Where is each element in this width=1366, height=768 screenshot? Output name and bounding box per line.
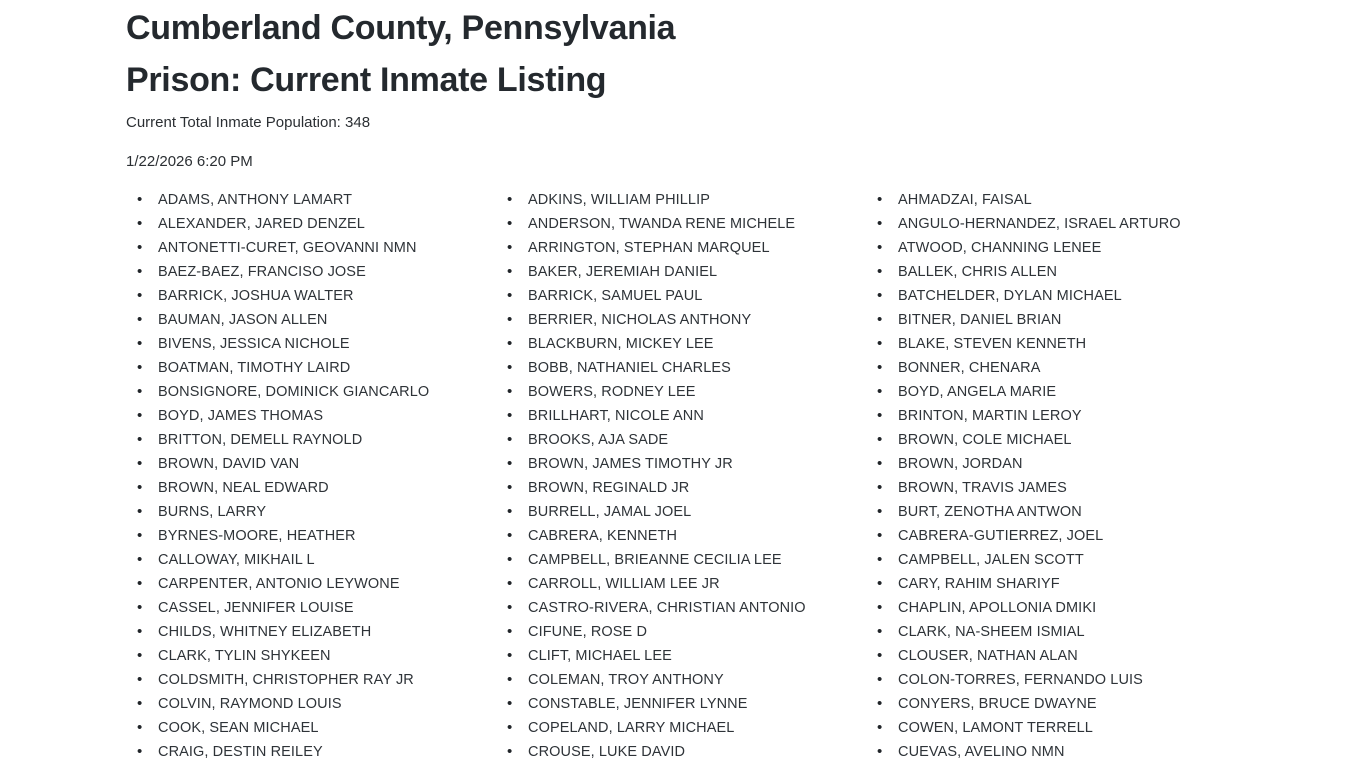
inmate-list-item: • BAEZ-BAEZ, FRANCISO JOSE [158, 260, 496, 284]
inmate-column-1 [126, 188, 496, 764]
inmate-list-item: • CASTRO-RIVERA, CHRISTIAN ANTONIO [528, 596, 866, 620]
inmate-list-item: • CROUSE, LUKE DAVID [528, 740, 866, 764]
inmate-list-item: • BOYD, JAMES THOMAS [158, 404, 496, 428]
inmate-list-item: • BAUMAN, JASON ALLEN [158, 308, 496, 332]
inmate-list-item: • COLDSMITH, CHRISTOPHER RAY JR [158, 668, 496, 692]
inmate-list-item: • CABRERA, KENNETH [528, 524, 866, 548]
inmate-list-item: • BROWN, TRAVIS JAMES [898, 476, 1236, 500]
report-timestamp: 1/22/2026 6:20 PM [126, 153, 253, 170]
inmate-column-2 [496, 188, 866, 764]
inmate-list-item: • BOYD, ANGELA MARIE [898, 380, 1236, 404]
inmate-list-item: • BRITTON, DEMELL RAYNOLD [158, 428, 496, 452]
inmate-list-item: • CLARK, NA-SHEEM ISMIAL [898, 620, 1236, 644]
inmate-list-item: • BERRIER, NICHOLAS ANTHONY [528, 308, 866, 332]
inmate-list-item: • BROWN, NEAL EDWARD [158, 476, 496, 500]
inmate-list-item: • ANGULO-HERNANDEZ, ISRAEL ARTURO [898, 212, 1236, 236]
inmate-list-item: • BARRICK, SAMUEL PAUL [528, 284, 866, 308]
inmate-list-item: • COLVIN, RAYMOND LOUIS [158, 692, 496, 716]
inmate-list-item: • BRILLHART, NICOLE ANN [528, 404, 866, 428]
inmate-list-item: • CARPENTER, ANTONIO LEYWONE [158, 572, 496, 596]
inmate-list-item: • CLOUSER, NATHAN ALAN [898, 644, 1236, 668]
inmate-list-item: • BATCHELDER, DYLAN MICHAEL [898, 284, 1236, 308]
inmate-list-item: • COLEMAN, TROY ANTHONY [528, 668, 866, 692]
inmate-list-item: • CRAIG, DESTIN REILEY [158, 740, 496, 764]
inmate-list-item: • BRINTON, MARTIN LEROY [898, 404, 1236, 428]
inmate-list-item: • BROOKS, AJA SADE [528, 428, 866, 452]
inmate-list-item: • BROWN, DAVID VAN [158, 452, 496, 476]
inmate-list-item: • BAKER, JEREMIAH DANIEL [528, 260, 866, 284]
page-title-listing: Prison: Current Inmate Listing [126, 61, 607, 99]
inmate-list-item: • COPELAND, LARRY MICHAEL [528, 716, 866, 740]
inmate-list-item: • BURT, ZENOTHA ANTWON [898, 500, 1236, 524]
page-title-county: Cumberland County, Pennsylvania [126, 9, 676, 47]
inmate-list-item: • BROWN, JAMES TIMOTHY JR [528, 452, 866, 476]
inmate-list-item: • BITNER, DANIEL BRIAN [898, 308, 1236, 332]
inmate-list-item: • ATWOOD, CHANNING LENEE [898, 236, 1236, 260]
inmate-column-3 [866, 188, 1236, 764]
inmate-list-item: • CHAPLIN, APOLLONIA DMIKI [898, 596, 1236, 620]
inmate-list-item: • CAMPBELL, JALEN SCOTT [898, 548, 1236, 572]
inmate-list-item: • CONSTABLE, JENNIFER LYNNE [528, 692, 866, 716]
inmate-list-item: • CHILDS, WHITNEY ELIZABETH [158, 620, 496, 644]
inmate-list-item: • ALEXANDER, JARED DENZEL [158, 212, 496, 236]
inmate-list-item: • CABRERA-GUTIERREZ, JOEL [898, 524, 1236, 548]
inmate-list-item: • BOBB, NATHANIEL CHARLES [528, 356, 866, 380]
inmate-list-item: • BLACKBURN, MICKEY LEE [528, 332, 866, 356]
inmate-list-item: • BROWN, JORDAN [898, 452, 1236, 476]
inmate-list-item: • BOATMAN, TIMOTHY LAIRD [158, 356, 496, 380]
inmate-list-item: • CONYERS, BRUCE DWAYNE [898, 692, 1236, 716]
inmate-list-item: • COOK, SEAN MICHAEL [158, 716, 496, 740]
inmate-list-item: • CUEVAS, AVELINO NMN [898, 740, 1236, 764]
inmate-list-item: • CIFUNE, ROSE D [528, 620, 866, 644]
inmate-list-item: • CAMPBELL, BRIEANNE CECILIA LEE [528, 548, 866, 572]
inmate-list-item: • CARY, RAHIM SHARIYF [898, 572, 1236, 596]
inmate-list-item: • BROWN, REGINALD JR [528, 476, 866, 500]
inmate-list-item: • ADKINS, WILLIAM PHILLIP [528, 188, 866, 212]
population-count-text: Current Total Inmate Population: 348 [126, 114, 371, 131]
inmate-list-item: • BONNER, CHENARA [898, 356, 1236, 380]
inmate-list-item: • BALLEK, CHRIS ALLEN [898, 260, 1236, 284]
inmate-list-item: • BONSIGNORE, DOMINICK GIANCARLO [158, 380, 496, 404]
inmate-list-item: • ANTONETTI-CURET, GEOVANNI NMN [158, 236, 496, 260]
inmate-list-item: • BLAKE, STEVEN KENNETH [898, 332, 1236, 356]
inmate-list-item: • BARRICK, JOSHUA WALTER [158, 284, 496, 308]
inmate-list-item: • CLARK, TYLIN SHYKEEN [158, 644, 496, 668]
inmate-list-item: • BYRNES-MOORE, HEATHER [158, 524, 496, 548]
inmate-list-item: • AHMADZAI, FAISAL [898, 188, 1236, 212]
inmate-list-item: • BIVENS, JESSICA NICHOLE [158, 332, 496, 356]
inmate-list-item: • COLON-TORRES, FERNANDO LUIS [898, 668, 1236, 692]
inmate-list-item: • CARROLL, WILLIAM LEE JR [528, 572, 866, 596]
inmate-list-item: • BURRELL, JAMAL JOEL [528, 500, 866, 524]
inmate-list-item: • ADAMS, ANTHONY LAMART [158, 188, 496, 212]
inmate-list-item: • ANDERSON, TWANDA RENE MICHELE [528, 212, 866, 236]
inmate-list-item: • CASSEL, JENNIFER LOUISE [158, 596, 496, 620]
inmate-list-item: • CLIFT, MICHAEL LEE [528, 644, 866, 668]
inmate-list-item: • CALLOWAY, MIKHAIL L [158, 548, 496, 572]
inmate-list-item: • BROWN, COLE MICHAEL [898, 428, 1236, 452]
inmate-list-item: • BOWERS, RODNEY LEE [528, 380, 866, 404]
inmate-list-item: • COWEN, LAMONT TERRELL [898, 716, 1236, 740]
inmate-list-item: • ARRINGTON, STEPHAN MARQUEL [528, 236, 866, 260]
inmate-columns [126, 188, 1366, 764]
inmate-list-item: • BURNS, LARRY [158, 500, 496, 524]
